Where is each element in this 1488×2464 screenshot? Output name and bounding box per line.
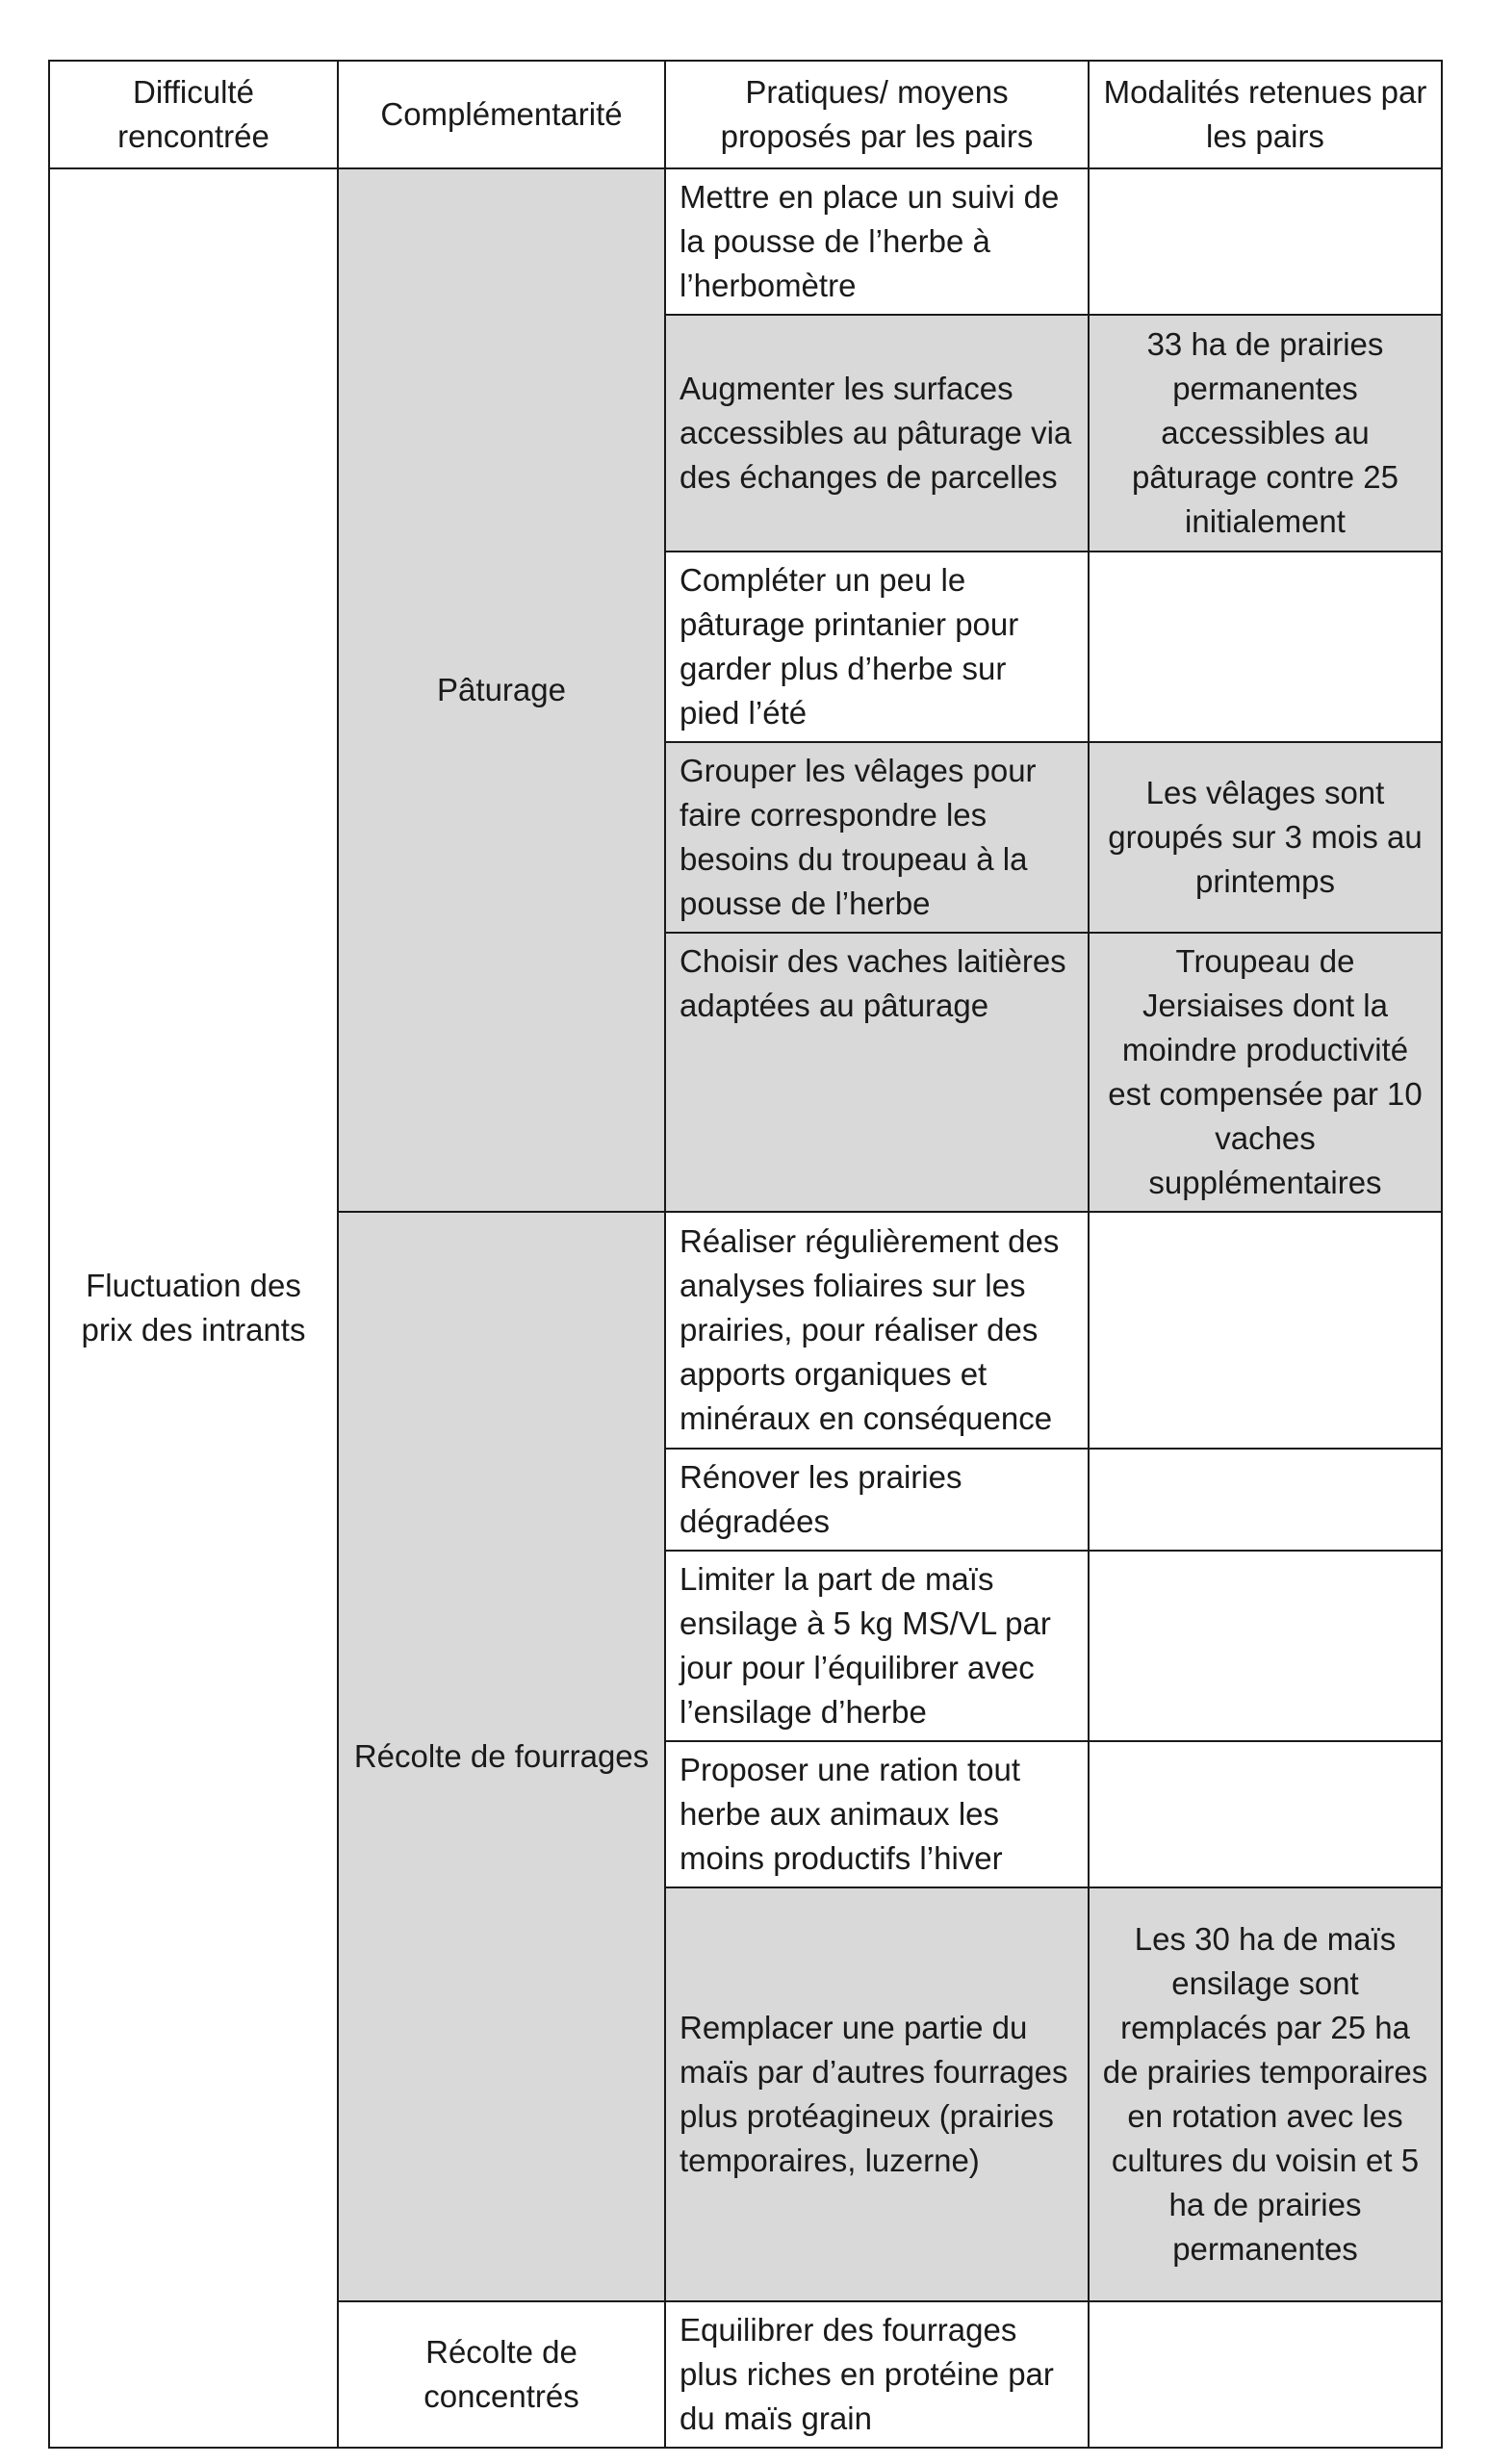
modality-cell [1089,1551,1442,1741]
practice-cell: Réaliser régulièrement des analyses foliaires sur les prairies, pour réaliser des apports organiques et minéraux en conséquence [665,1212,1089,1449]
header-modalities: Modalités retenues par les pairs [1089,61,1442,168]
header-row [49,61,1442,168]
modality-cell [1089,1449,1442,1551]
difficulty-cell: Fluctuation des prix des intrants [49,168,338,2448]
modality-cell: Troupeau de Jersiaises dont la moindre productivité est compensée par 10 vaches supplémentaires [1089,933,1442,1212]
practice-cell: Remplacer une partie du maïs par d’autres fourrages plus protéagineux (prairies temporaires, luzerne) [665,1887,1089,2301]
complementarity-cell-fourrages: Récolte de fourrages [338,1212,665,2301]
modality-cell: Les 30 ha de maïs ensilage sont remplacés par 25 ha de prairies temporaires en rotation avec les cultures du voisin et 5 ha de prairies permanentes [1089,1887,1442,2301]
complementarity-cell-paturage: Pâturage [338,168,665,1212]
header-difficulty: Difficulté rencontrée [49,61,338,168]
practice-cell: Proposer une ration tout herbe aux animaux les moins productifs l’hiver [665,1741,1089,1887]
practice-cell: Equilibrer des fourrages plus riches en protéine par du maïs grain [665,2301,1089,2448]
modality-cell: 33 ha de prairies permanentes accessibles au pâturage contre 25 initialement [1089,315,1442,552]
practice-cell: Augmenter les surfaces accessibles au pâturage via des échanges de parcelles [665,315,1089,552]
modality-cell [1089,552,1442,742]
practice-cell: Choisir des vaches laitières adaptées au pâturage [665,933,1089,1212]
header-complementarity: Complémentarité [338,61,665,168]
modality-cell [1089,1741,1442,1887]
practice-cell: Rénover les prairies dégradées [665,1449,1089,1551]
modality-cell: Les vêlages sont groupés sur 3 mois au printemps [1089,742,1442,933]
modality-cell [1089,2301,1442,2448]
complementarity-cell-concentres: Récolte de concentrés [338,2301,665,2448]
practice-cell: Compléter un peu le pâturage printanier pour garder plus d’herbe sur pied l’été [665,552,1089,742]
practice-cell: Limiter la part de maïs ensilage à 5 kg MS/VL par jour pour l’équilibrer avec l’ensilage d’herbe [665,1551,1089,1741]
practice-cell: Grouper les vêlages pour faire correspondre les besoins du troupeau à la pousse de l’herbe [665,742,1089,933]
practices-table [48,60,1443,2449]
header-practices: Pratiques/ moyens proposés par les pairs [665,61,1089,168]
modality-cell [1089,168,1442,315]
practice-cell: Mettre en place un suivi de la pousse de l’herbe à l’herbomètre [665,168,1089,315]
table-row [49,168,1442,315]
modality-cell [1089,1212,1442,1449]
